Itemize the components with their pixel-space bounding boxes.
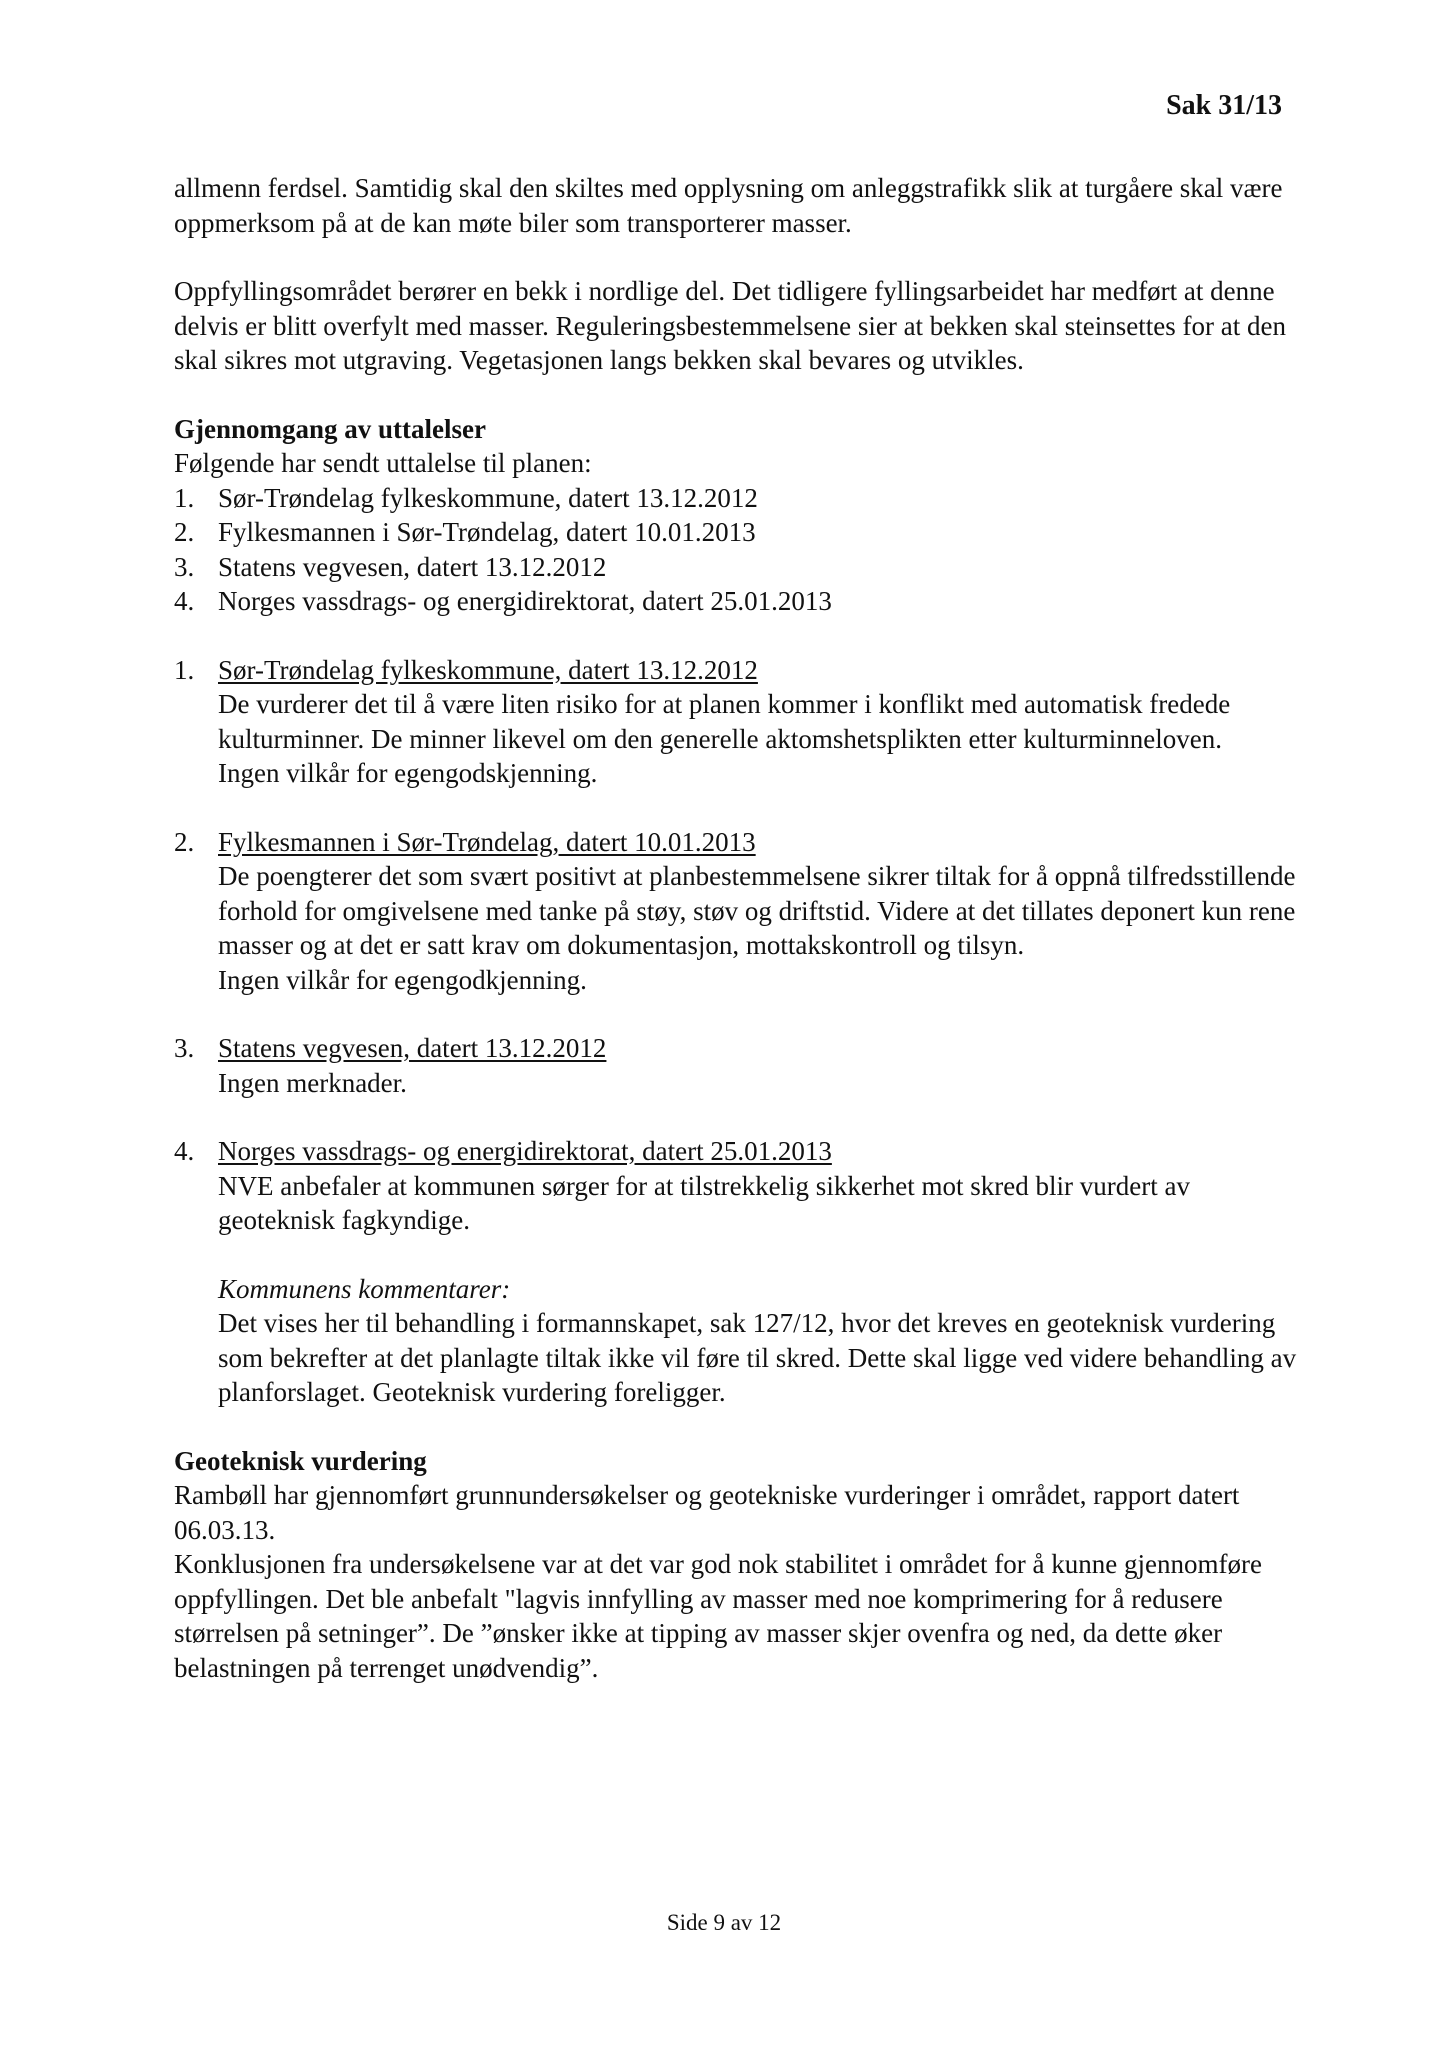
list-number: 4.: [174, 586, 195, 616]
review-item: [174, 1134, 1304, 1410]
list-text: Fylkesmannen i Sør-Trøndelag, datert 10.01.2013: [218, 517, 756, 547]
item-note: Ingen vilkår for egengodkjenning.: [218, 964, 587, 995]
item-title: Fylkesmannen i Sør-Trøndelag, datert 10.01.2013: [218, 826, 756, 857]
item-number: 4.: [174, 1136, 195, 1166]
item-body: De vurderer det til å være liten risiko for at planen kommer i konflikt med automatisk fredede kulturminner. De minner likevel om den generelle aktomshetsplikten etter kulturminneloven.: [218, 689, 1231, 754]
comment-label: Kommunens kommentarer:: [218, 1273, 511, 1304]
item-title: Statens vegvesen, datert 13.12.2012: [218, 1033, 607, 1063]
list-item: [174, 550, 1304, 585]
review-lead: Følgende har sendt uttalelse til planen:: [174, 448, 592, 478]
list-item: [174, 584, 1304, 619]
review-item: [174, 653, 1304, 791]
item-body: NVE anbefaler at kommunen sørger for at tilstrekkelig sikkerhet mot skred blir vurdert av geoteknisk fagkyndige.: [218, 1170, 1190, 1235]
submission-list: [174, 481, 1304, 619]
list-text: Statens vegvesen, datert 13.12.2012: [218, 551, 607, 582]
item-body: Ingen merknader.: [218, 1067, 407, 1098]
list-number: 3.: [174, 551, 195, 582]
item-note: Ingen vilkår for egengodskjenning.: [218, 758, 598, 788]
review-item: [174, 825, 1304, 998]
intro-paragraph-2: Oppfyllingsområdet berører en bekk i nordlige del. Det tidligere fyllingsarbeidet har medført at denne delvis er blitt overfylt med masser. Reguleringsbestemmelsene sier at bekken skal steinsettes for at den skal sikres mot utgraving. Vegetasjonen langs bekken skal bevares og utvikles.: [174, 276, 1286, 375]
page-footer: Side 9 av 12: [666, 1910, 782, 1935]
section-heading-geotech: Geoteknisk vurdering: [174, 1445, 427, 1476]
intro-paragraph-1: allmenn ferdsel. Samtidig skal den skiltes med opplysning om anleggstrafikk slik at turgåere skal være oppmerksom på at de kan møte biler som transporterer masser.: [174, 173, 1283, 238]
review-item: [174, 1031, 1304, 1100]
list-number: 1.: [174, 482, 195, 513]
document-body: [174, 171, 1304, 1685]
item-number: 3.: [174, 1033, 195, 1063]
list-text: Sør-Trøndelag fylkeskommune, datert 13.12.2012: [218, 482, 758, 513]
section-heading-review: Gjennomgang av uttalelser: [174, 413, 486, 444]
geotech-paragraph-1: Rambøll har gjennomført grunnundersøkelser og geotekniske vurderinger i området, rapport datert 06.03.13.: [174, 1480, 1240, 1545]
list-number: 2.: [174, 517, 195, 547]
item-number: 1.: [174, 654, 195, 685]
item-title: Norges vassdrags- og energidirektorat, datert 25.01.2013: [218, 1136, 832, 1166]
item-body: De poengterer det som svært positivt at planbestemmelsene sikrer tiltak for å oppnå tilfredsstillende forhold for omgivelsene med tanke på støy, støv og driftstid. Videre at det tillates deponert kun rene masser og at det er satt krav om dokumentasjon, mottakskontroll og tilsyn.: [218, 861, 1296, 960]
comment-body: Det vises her til behandling i formannskapet, sak 127/12, hvor det kreves en geoteknisk vurdering som bekrefter at det planlagte tiltak ikke vil føre til skred. Dette skal ligge ved videre behandling av planforslaget. Geoteknisk vurdering foreligger.: [218, 1308, 1297, 1407]
item-number: 2.: [174, 826, 195, 857]
list-item: [174, 515, 1304, 550]
item-title: Sør-Trøndelag fylkeskommune, datert 13.12.2012: [218, 654, 758, 685]
list-text: Norges vassdrags- og energidirektorat, datert 25.01.2013: [218, 586, 832, 616]
case-reference: Sak 31/13: [1166, 90, 1282, 121]
geotech-paragraph-2: Konklusjonen fra undersøkelsene var at det var god nok stabilitet i området for å kunne gjennomføre oppfyllingen. Det ble anbefalt "lagvis innfylling av masser med noe komprimering for å redusere størrelsen på setninger”. De ”ønsker ikke at tipping av masser skjer ovenfra og ned, da dette øker belastningen på terrenget unødvendig”.: [174, 1549, 1262, 1683]
list-item: [174, 481, 1304, 516]
